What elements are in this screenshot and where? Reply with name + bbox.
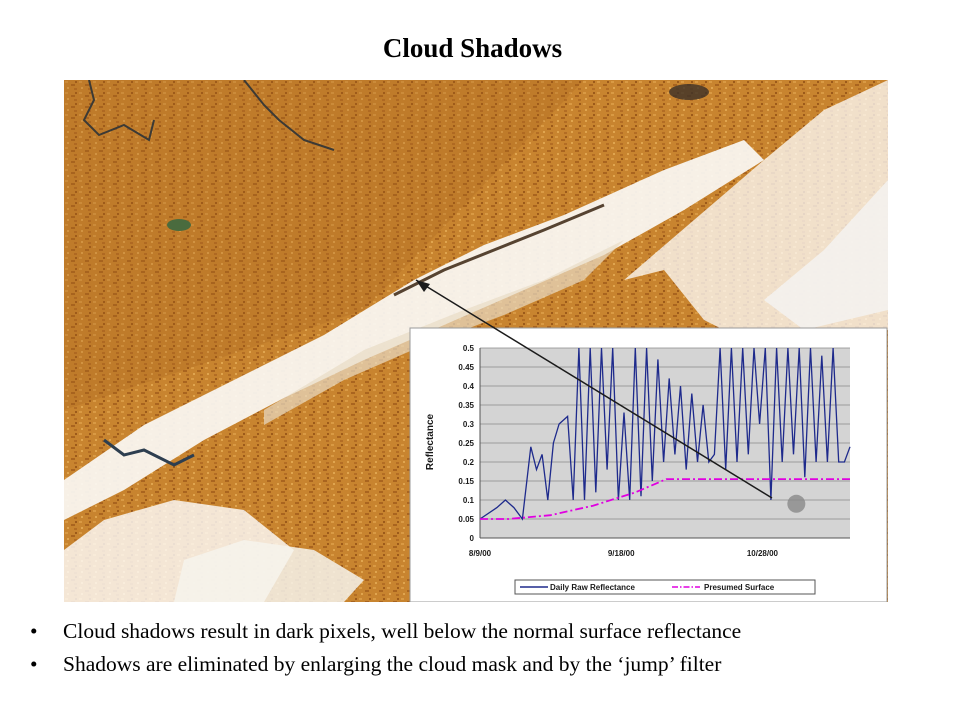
y-tick-label: 0.1 [462, 496, 474, 505]
x-tick-label: 10/28/00 [746, 549, 779, 558]
y-tick-label: 0 [469, 534, 474, 543]
x-tick-label: 9/18/00 [607, 549, 635, 558]
highlight-marker [787, 495, 805, 513]
y-tick-label: 0.4 [462, 382, 474, 391]
bullet-text: Cloud shadows result in dark pixels, well below the normal surface reflectance [63, 619, 742, 643]
chart-legend [515, 580, 815, 594]
lake [167, 219, 191, 231]
y-tick-label: 0.35 [458, 401, 474, 410]
bullet-marker: • [30, 619, 38, 643]
bullet-item [30, 650, 940, 683]
y-tick-label: 0.2 [462, 458, 474, 467]
bullet-item [30, 617, 940, 650]
y-tick-label: 0.15 [458, 477, 474, 486]
cloud-shadow-figure [64, 80, 888, 602]
y-tick-label: 0.3 [462, 420, 474, 429]
y-tick-label: 0.5 [462, 344, 474, 353]
lake-top-right [669, 84, 709, 100]
slide-title: Cloud Shadows [382, 33, 563, 63]
y-tick-label: 0.45 [458, 363, 474, 372]
y-axis-label: Reflectance [425, 413, 436, 471]
reflectance-chart [410, 328, 887, 602]
legend-label-daily: Daily Raw Reflectance [550, 583, 635, 592]
y-tick-label: 0.05 [458, 515, 474, 524]
bullet-marker: • [30, 652, 38, 676]
x-tick-label: 8/9/00 [468, 549, 492, 558]
y-tick-label: 0.25 [458, 439, 474, 448]
bullet-list [30, 617, 940, 683]
satellite-image-with-chart [64, 80, 888, 602]
legend-label-surface: Presumed Surface [704, 583, 775, 592]
bullet-text: Shadows are eliminated by enlarging the cloud mask and by the ‘jump’ filter [63, 652, 722, 676]
